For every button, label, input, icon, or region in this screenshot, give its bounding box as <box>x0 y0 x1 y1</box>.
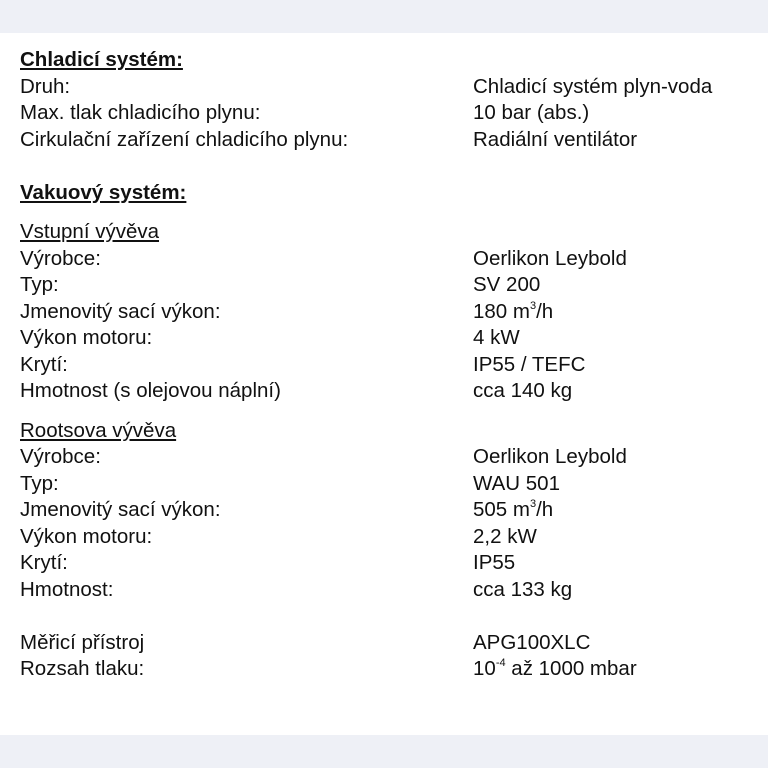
spec-row-type <box>20 74 760 101</box>
value-suffix: až 1000 mbar <box>505 657 637 680</box>
spec-row <box>20 471 760 498</box>
spec-value: WAU 501 <box>473 471 560 495</box>
value-superscript: 3 <box>529 498 537 510</box>
spec-label: Typ: <box>20 273 59 296</box>
spec-label: Výrobce: <box>20 246 101 270</box>
spec-value: APG100XLC <box>473 630 591 654</box>
spec-label: Max. tlak chladicího plynu: <box>20 101 261 124</box>
spec-row <box>20 246 760 273</box>
spec-label: Měřicí přístroj <box>20 630 145 654</box>
spec-value: Oerlikon Leybold <box>473 246 627 270</box>
spec-value <box>473 497 760 524</box>
spec-row-circulation <box>20 127 760 154</box>
spec-label: Hmotnost: <box>20 577 114 601</box>
spec-label: Cirkulační zařízení chladicího plynu: <box>20 127 349 151</box>
value-base: 180 m <box>473 299 530 323</box>
spec-label: Typ: <box>20 471 59 495</box>
spec-row-gauge <box>20 630 760 657</box>
spec-row <box>20 352 760 379</box>
value-base: 505 m <box>473 498 530 521</box>
spec-row <box>20 524 760 551</box>
spec-value: IP55 / TEFC <box>473 352 586 376</box>
spec-value <box>473 299 760 326</box>
value-superscript: -4 <box>495 657 506 669</box>
spec-value: Chladicí systém plyn-voda <box>473 74 713 98</box>
spec-label: Jmenovitý sací výkon: <box>20 498 221 521</box>
spec-document <box>20 47 760 683</box>
spec-value: 4 kW <box>473 326 520 349</box>
spec-label: Krytí: <box>20 352 68 376</box>
spec-row <box>20 444 760 471</box>
spec-label: Výkon motoru: <box>20 524 153 548</box>
spec-row <box>20 325 760 352</box>
spec-label: Výkon motoru: <box>20 326 153 349</box>
spec-row <box>20 272 760 299</box>
inlet-pump-title: Vstupní vývěva <box>20 220 160 243</box>
spec-label: Jmenovitý sací výkon: <box>20 299 221 323</box>
spec-value: cca 140 kg <box>473 379 573 402</box>
spec-label: Výrobce: <box>20 445 101 468</box>
spec-row-pressure-range <box>20 656 760 683</box>
spec-row <box>20 497 760 524</box>
cooling-system-heading: Chladicí systém: <box>20 48 183 71</box>
spec-value: Radiální ventilátor <box>473 127 638 151</box>
spec-row <box>20 550 760 577</box>
spec-value: Oerlikon Leybold <box>473 445 627 468</box>
value-suffix: /h <box>536 299 554 323</box>
spec-label: Druh: <box>20 74 71 98</box>
spec-value: cca 133 kg <box>473 577 573 601</box>
spec-label: Hmotnost (s olejovou náplní) <box>20 379 281 402</box>
spec-value: IP55 <box>473 551 516 574</box>
spec-row-max-pressure <box>20 100 760 127</box>
spec-label: Krytí: <box>20 551 68 574</box>
value-suffix: /h <box>536 498 554 521</box>
vacuum-system-heading: Vakuový systém: <box>20 180 187 204</box>
spec-value <box>473 656 760 683</box>
spec-row <box>20 378 760 405</box>
value-base: 10 <box>473 657 496 680</box>
value-superscript: 3 <box>529 299 537 312</box>
spec-value: 10 bar (abs.) <box>473 101 590 124</box>
spec-row <box>20 577 760 604</box>
spec-label: Rozsah tlaku: <box>20 657 145 680</box>
spec-value: 2,2 kW <box>473 524 537 548</box>
roots-pump-title: Rootsova vývěva <box>20 418 177 442</box>
document-page <box>0 33 768 735</box>
spec-value: SV 200 <box>473 273 541 296</box>
spec-row <box>20 299 760 326</box>
